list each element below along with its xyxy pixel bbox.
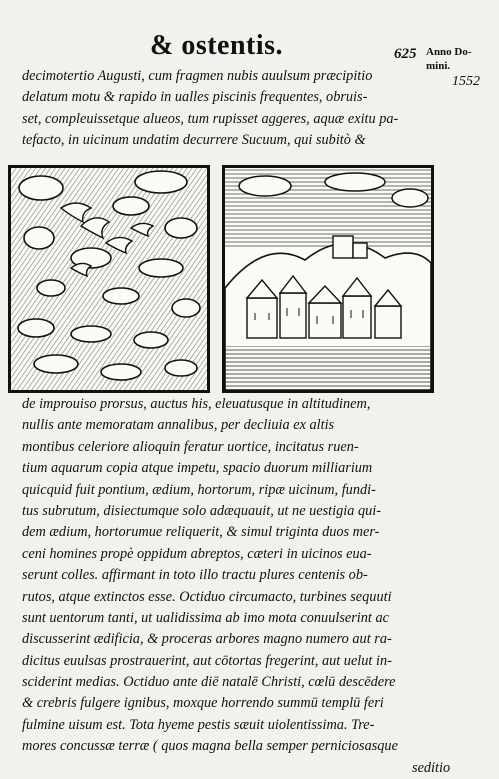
text-line: fulmine uisum est. Tota hyeme pestis sæuit uiolentissima. Tre- [22,716,375,733]
page-number: 625 [394,46,417,62]
text-line: tus subrutum, disiectumque solo adæquauit, ut ne uestigia qui- [22,502,381,519]
catchword: seditio [412,759,451,776]
margin-note-line-2: mini. [426,60,451,72]
text-line: sunt uentorum tanti, ut ualidissima ab imo mota conuulserint ac [22,609,389,626]
text-line: tefacto, in uicinum undatim decurrere Sucuum, qui subitò & [22,132,366,149]
text-line: dem ædium, hortorumue reliquerit, & simul triginta duos mer- [22,524,380,541]
text-line: dicitus euulsas prostrauerint, aut cōtortas fregerint, aut uelut in- [22,652,392,669]
text-line: de improuiso prorsus, auctus his, eleuatusque in altitudinem, [22,396,371,412]
woodcut-storm-illustration [8,165,210,393]
text-line: decimotertio Augusti, cum fragmen nubis auulsum præcipitio [22,68,373,84]
text-line: & crebris fulgere ignibus, moxque horrendo summū templū feri [22,695,384,712]
running-head: & ostentis. [150,30,284,61]
text-line: quicquid fuit pontium, ædium, hortorum, ripæ uicinum, fundi- [22,481,376,498]
text-line: serunt colles. affirmant in toto illo tractu plures centenis ob- [22,567,368,584]
text-line: ceni homines propè oppidum abreptos, cæteri in uicinos eua- [22,545,372,562]
text-line: nullis ante memoratam annalibus, per decliuia ex altis [22,417,335,434]
text-line: discusserint ædificia, & proceras arbores magno numero aut ra- [22,631,392,648]
text-line: mores concussæ terræ ( quos magna bella semper perniciosasque [22,738,398,755]
margin-year: 1552 [452,74,480,89]
text-line: montibus celeriore alioquin feratur uortice, incitatus ruen- [22,438,359,455]
margin-note-line-1: Anno Do- [426,46,472,58]
paragraph-bottom [22,394,450,779]
woodcut-town-illustration [222,165,434,393]
text-line: set, compleuissetque alueos, tum rupisset aggeres, aquæ exitu pa- [22,110,399,127]
text-line: rutos, atque extinctos esse. Octiduo circumacto, turbines sequuti [22,588,392,605]
paragraph-top [22,66,398,152]
text-line: tium aquarum copia atque impetu, spacio duorum milliarium [22,460,373,477]
margin-note [426,45,498,73]
text-line: delatum motu & rapido in ualles piscinis frequentes, obruis- [22,89,368,106]
text-line: sciderint medias. Octiduo ante diē natalē Christi, cœlū descēdere [22,674,396,691]
